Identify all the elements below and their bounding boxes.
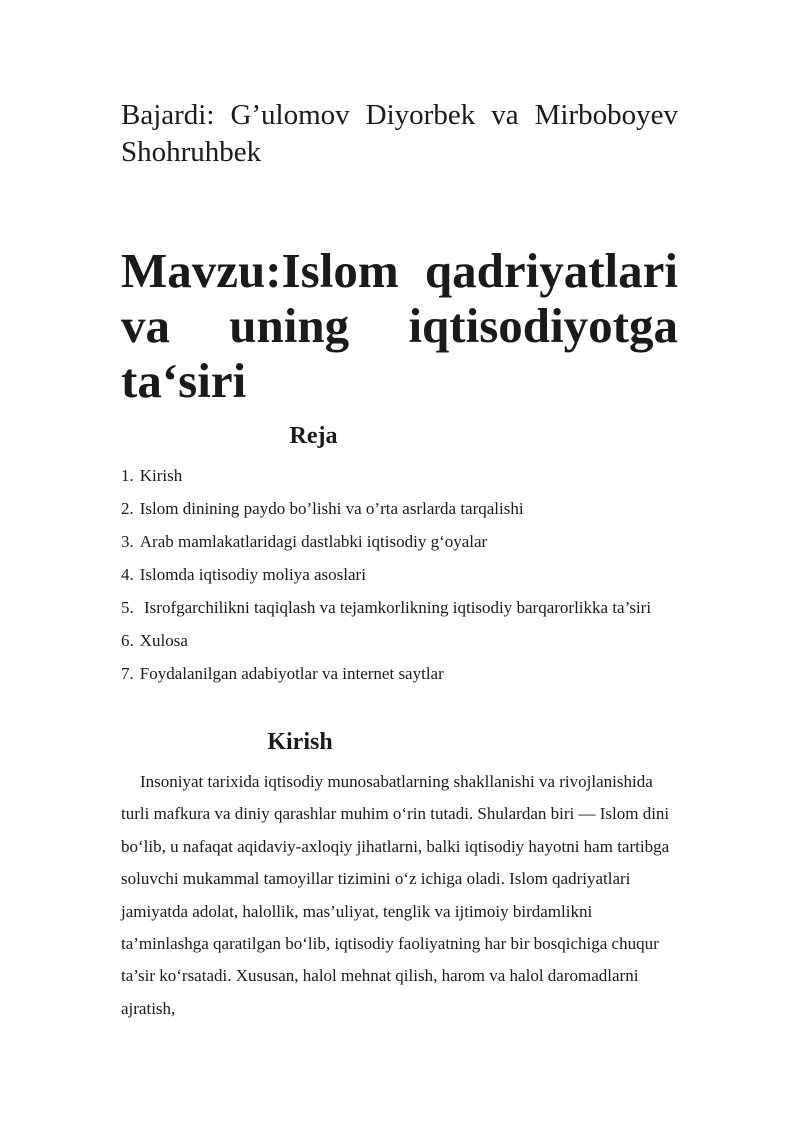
plan-item-text: Foydalanilgan adabiyotlar va internet saytlar [139,664,444,683]
document-title: Mavzu:Islom qadriyatlari va uning iqtisodiyotga ta‘siri [121,243,678,408]
plan-list [121,459,678,690]
intro-heading: Kirish [267,729,333,755]
plan-item-4 [121,558,678,591]
plan-item-number: 5. [121,598,134,617]
plan-item-1 [121,459,678,492]
plan-item-5 [121,591,678,624]
plan-item-number: 7. [121,664,134,683]
plan-item-text: Arab mamlakatlaridagi dastlabki iqtisodiy g‘oyalar [139,532,488,551]
plan-item-text: Xulosa [139,631,188,650]
plan-item-3 [121,525,678,558]
plan-heading: Reja [289,423,338,449]
plan-item-text: Isrofgarchilikni taqiqlash va tejamkorlikning iqtisodiy barqarorlikka ta’siri [139,598,652,617]
plan-item-text: Kirish [139,466,183,485]
plan-item-number: 4. [121,565,134,584]
plan-item-number: 1. [121,466,134,485]
plan-item-number: 6. [121,631,134,650]
intro-paragraph: Insoniyat tarixida iqtisodiy munosabatlarning shakllanishi va rivojlanishida turli mafkura va diniy qarashlar muhim o‘rin tutadi. Shulardan biri — Islom dini bo‘lib, u nafaqat aqidaviy-axloqiy jihatlarni, balki iqtisodiy hayotni ham tartibga soluvchi mukammal tamoyillar tizimini o‘z ichiga oladi. Islom qadriyatlari jamiyatda adolat, halollik, mas’uliyat, tenglik va ijtimoiy birdamlikni ta’minlashga qaratilgan bo‘lib, iqtisodiy faoliyatning har bir bosqichiga chuqur ta’sir ko‘rsatadi. Xususan, halol mehnat qilish, harom va halol daromadlarni ajratish, [121,772,670,1018]
plan-item-text: Islom dinining paydo bo’lishi va o’rta asrlarda tarqalishi [139,499,524,518]
plan-item-number: 3. [121,532,134,551]
plan-item-text: Islomda iqtisodiy moliya asoslari [139,565,366,584]
plan-item-number: 2. [121,499,134,518]
plan-item-2 [121,492,678,525]
plan-item-7 [121,657,678,690]
authors-line: Bajardi: G’ulomov Diyorbek va Mirboboyev Shohruhbek [121,99,678,168]
plan-item-6 [121,624,678,657]
